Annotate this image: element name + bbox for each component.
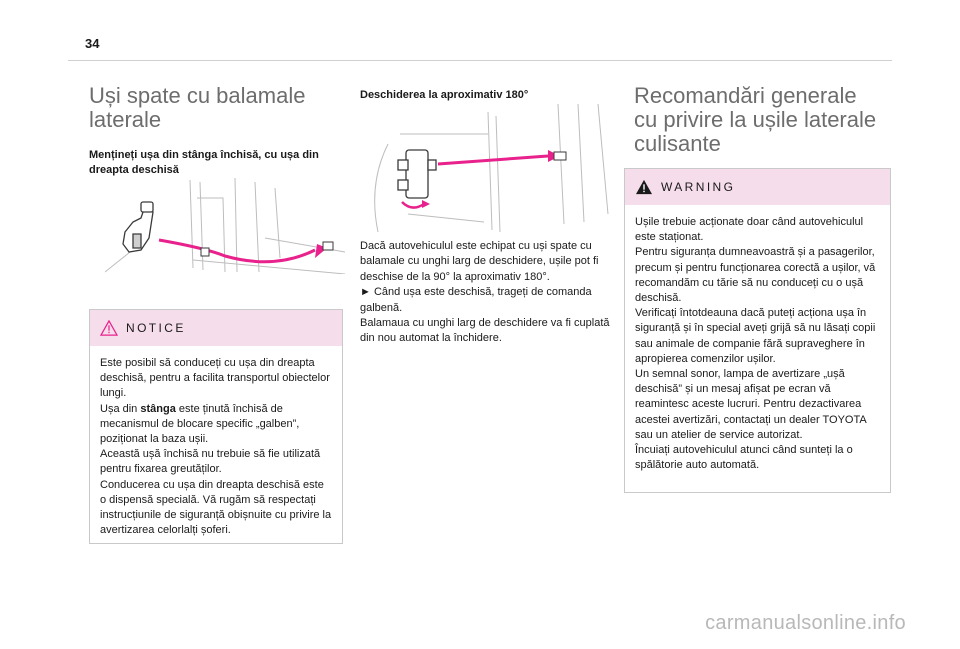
paragraph: Dacă autovehiculul este echipat cu uși spate cu balamale cu unghi larg de deschidere, ușile pot fi deschise de la 90° la aproximativ 180°. <box>360 240 599 283</box>
subtitle-left-door-closed: Mențineți ușa din stânga închisă, cu ușa din dreapta deschisă <box>89 149 319 176</box>
warning-triangle-icon <box>100 320 118 336</box>
pink-arrow <box>438 156 548 164</box>
notice-label: NOTICE <box>126 321 186 335</box>
notice-line: Această ușă închisă nu trebuie să fie utilizată pentru fixarea greutăților. <box>100 448 321 476</box>
notice-header <box>90 310 342 346</box>
notice-line: Ușa din stânga este ținută închisă de mecanismul de blocare specific „galben”, poziționat la baza ușii. <box>100 402 300 446</box>
footer-watermark[interactable]: carmanualsonline.info <box>705 612 906 634</box>
warning-header <box>625 169 890 205</box>
notice-line: Conducerea cu ușa din dreapta deschisă este o dispensă specială. Vă rugăm să respectați instrucțiunile de siguranță obișnuite cu privire la avertizarea celorlalți șoferi. <box>100 478 332 537</box>
page-number: 34 <box>85 36 100 51</box>
illustration-door-lock <box>105 178 345 274</box>
paragraph: Balamaua cu unghi larg de deschidere va fi cuplată din nou automat la închidere. <box>360 317 610 345</box>
warning-line: Pentru siguranța dumneavoastră și a pasagerilor, precum și pentru funcționarea corectă a ușilor, vă recomandăm cu tărie să nu conduceți cu o ușă deschisă. <box>635 246 876 305</box>
subtitle-180-opening: Deschiderea la aproximativ 180° <box>360 89 529 101</box>
warning-line: Ușile trebuie acționate doar când autovehiculul este staționat. <box>635 216 864 244</box>
warning-line: Încuiați autovehiculul atunci când sunteți la o spălătorie auto automată. <box>635 444 853 472</box>
warning-box <box>624 168 891 493</box>
warning-label: WARNING <box>661 180 736 194</box>
warning-line: Un semnal sonor, lampa de avertizare „ușă deschisă” și un mesaj afișat pe ecran vă reamintesc aceste lucruri. Pentru dezactivarea acestei avertizări, contactați un dealer TOYOTA sau un atelier de service autorizat. <box>635 368 867 441</box>
notice-box <box>89 309 343 544</box>
paragraph: ► Când ușa este deschisă, trageți de comanda galbenă. <box>360 286 592 314</box>
warning-line: Verificați întotdeauna dacă puteți acționa ușa în siguranță și în special aveți grijă să nu lăsați copii sau animale de companie fără supraveghere în apropierea comenzilor ușilor. <box>635 307 876 365</box>
column-left <box>89 84 341 178</box>
notice-line: Este posibil să conduceți cu ușa din dreapta deschisă, pentru a facilita transportul obiectelor lungi. <box>100 357 330 400</box>
warning-triangle-icon <box>635 179 653 195</box>
top-rule <box>68 60 892 61</box>
column-middle <box>360 88 616 103</box>
column-right <box>634 84 889 156</box>
text-wide-hinge <box>360 239 616 347</box>
illustration-wide-hinge <box>368 104 616 234</box>
section-title-sliding-doors: Recomandări generale cu privire la ușile laterale culisante <box>634 83 877 156</box>
notice-body <box>90 346 342 546</box>
warning-body <box>625 205 890 481</box>
section-title-rear-doors: Uși spate cu balamale laterale <box>89 83 306 132</box>
